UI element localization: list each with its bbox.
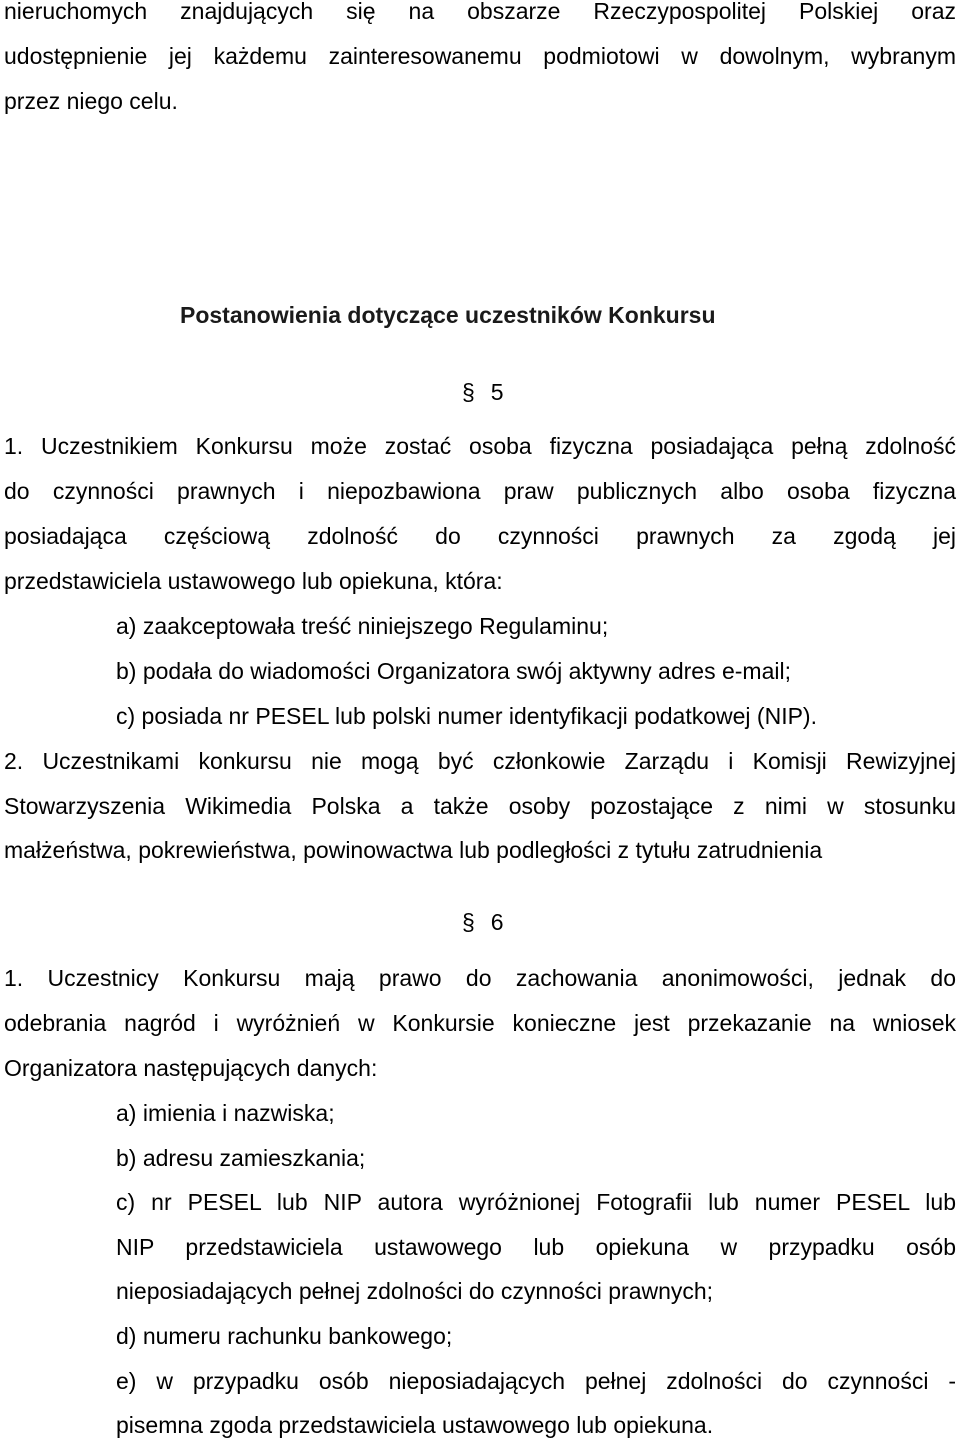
s5-p1-line-2: do czynności prawnych i niepozbawiona praw publicznych albo osoba fizyczna <box>4 478 956 504</box>
s6-item-a: a) imienia i nazwiska; <box>116 1100 335 1126</box>
s5-item-b: b) podała do wiadomości Organizatora swój aktywny adres e-mail; <box>116 658 791 684</box>
s6-item-e-line-1: e) w przypadku osób nieposiadających pełnej zdolności do czynności - <box>116 1368 956 1394</box>
s5-p2-line-3: małżeństwa, pokrewieństwa, powinowactwa lub podległości z tytułu zatrudnienia <box>4 837 823 863</box>
s6-item-d: d) numeru rachunku bankowego; <box>116 1323 453 1349</box>
s6-item-c-line-2: NIP przedstawiciela ustawowego lub opiekuna w przypadku osób <box>116 1234 956 1260</box>
s6-item-c-line-1: c) nr PESEL lub NIP autora wyróżnionej Fotografii lub numer PESEL lub <box>116 1189 956 1215</box>
section-6-marker <box>462 908 504 936</box>
s5-p1-line-3: posiadająca częściową zdolność do czynności prawnych za zgodą jej <box>4 523 956 549</box>
section-sign: § <box>462 379 475 405</box>
s5-p2-line-2: Stowarzyszenia Wikimedia Polska a także osoby pozostające z nimi w stosunku <box>4 793 956 819</box>
intro-line-2: udostępnienie jej każdemu zainteresowanemu podmiotowi w dowolnym, wybranym <box>4 43 956 69</box>
section-heading: Postanowienia dotyczące uczestników Konkursu <box>180 302 716 328</box>
s6-p1-line-1: 1. Uczestnicy Konkursu mają prawo do zachowania anonimowości, jednak do <box>4 965 956 991</box>
s5-p1-line-1: 1. Uczestnikiem Konkursu może zostać osoba fizyczna posiadająca pełną zdolność <box>4 433 956 459</box>
s6-p1-line-3: Organizatora następujących danych: <box>4 1055 378 1081</box>
section-5-marker <box>462 378 504 406</box>
s5-p2-line-1: 2. Uczestnikami konkursu nie mogą być członkowie Zarządu i Komisji Rewizyjnej <box>4 748 956 774</box>
section-sign: § <box>462 909 475 935</box>
s6-item-c-line-3: nieposiadających pełnej zdolności do czynności prawnych; <box>116 1278 714 1304</box>
s5-item-c: c) posiada nr PESEL lub polski numer identyfikacji podatkowej (NIP). <box>116 703 817 729</box>
s5-item-a: a) zaakceptowała treść niniejszego Regulaminu; <box>116 613 609 639</box>
intro-line-1: nieruchomych znajdujących się na obszarze Rzeczypospolitej Polskiej oraz <box>4 0 956 24</box>
section-number: 5 <box>490 379 504 405</box>
section-number: 6 <box>490 909 504 935</box>
s6-item-b: b) adresu zamieszkania; <box>116 1145 366 1171</box>
s5-p1-line-4: przedstawiciela ustawowego lub opiekuna, która: <box>4 568 503 594</box>
s6-p1-line-2: odebrania nagród i wyróżnień w Konkursie konieczne jest przekazanie na wniosek <box>4 1010 956 1036</box>
intro-line-3: przez niego celu. <box>4 88 178 114</box>
s6-item-e-line-2: pisemna zgoda przedstawiciela ustawowego lub opiekuna. <box>116 1412 714 1438</box>
